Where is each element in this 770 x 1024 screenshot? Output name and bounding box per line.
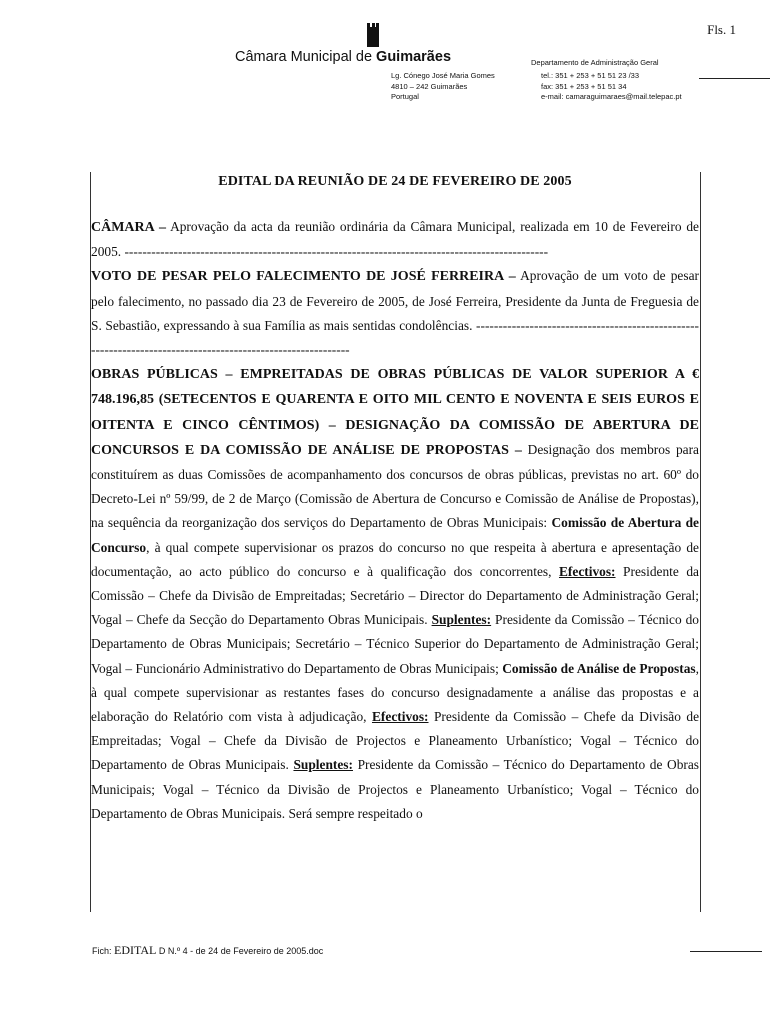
section-text: Presidente da Comissão – Técnico do Departamento de Obras Municipais; Vogal – Técnico da Divisão de Projectos e Planeamento Urbanístico; Vogal – Técnico do Departamento de Obras Municipais. Será sempre respeitado o: [91, 757, 700, 821]
section-text: Designação dos membros para constituírem as duas Comissões de acompanhamento dos concursos de obras públicas, previstas no art. 60º do Decreto-Lei nº 59/99, de 2 de Março (Comissão de Abertura de Concurso e Comissão de Análise de Propostas), na sequência da reorganização dos serviços do Departamento de Obras Municipais:: [91, 441, 699, 531]
members-label: Suplentes:: [293, 757, 353, 773]
contact-fax: fax: 351 + 253 + 51 51 34: [541, 81, 627, 91]
footer-edital: EDITAL: [114, 943, 157, 957]
commission-name: Comissão de Análise de Propostas: [502, 660, 696, 676]
section-heading: OBRAS PÚBLICAS – EMPREITADAS DE OBRAS PÚBLICAS DE VALOR SUPERIOR A € 748.196,85 (SETECENTOS E QUARENTA E OITO MIL CENTO E NOVENTA E SEIS EUROS E OITENTA E CINCO CÊNTIMOS) – DESIGNAÇÃO DA COMISSÃO DE ABERTURA DE CONCURSOS E DA COMISSÃO DE ANÁLISE DE PROPOSTAS –: [91, 367, 699, 458]
members-label: Suplentes:: [431, 612, 492, 628]
members-label: Efectivos:: [371, 709, 429, 725]
org-city: Guimarães: [376, 49, 452, 65]
letterhead-org: [235, 49, 451, 65]
right-margin-rule: [700, 172, 701, 912]
section-heading: CÂMARA –: [91, 220, 166, 235]
address-line: Lg. Cónego José Maria Gomes: [391, 71, 495, 80]
section-text: , à qual compete supervisionar os prazos do concurso no que respeita à abertura e apresentação de documentação, ao acto público do concurso e à qualificação dos concorrentes,: [91, 539, 699, 579]
castle-logo-icon: [366, 23, 380, 47]
document-body: [91, 215, 699, 826]
section-text: Aprovação da acta da reunião ordinária da Câmara Municipal, realizada em 10 de Fevereiro de 2005. -----------------------------------------------------------------------------------------------: [91, 219, 699, 260]
section-camara: [91, 215, 699, 264]
section-text: , à qual compete supervisionar as restantes fases do concurso designadamente a análise das propostas e a elaboração do Relatório com vista à adjudicação,: [91, 660, 699, 725]
section-text: Aprovação de um voto de pesar pelo falecimento, no passado dia 23 de Fevereiro de 2005, de José Ferreira, Presidente da Junta de Freguesia de S. Sebastião, expressando à sua Família as mais sentidas condolências. ------------------------------------------------------------------------------------------------------------: [91, 268, 699, 358]
section-text: Presidente da Comissão – Chefe da Divisão de Empreitadas; Secretário – Director do Departamento de Administração Geral; Vogal – Chefe da Secção do Departamento Obras Municipais.: [91, 563, 699, 628]
footer-filename: [92, 943, 323, 958]
footer-rest: D N.º 4 - de 24 de Fevereiro de 2005.doc: [156, 946, 324, 956]
contact-email: e-mail: camaraguimaraes@mail.telepac.pt: [541, 92, 682, 101]
footer-rule: [690, 951, 762, 952]
address-line: 4810 – 242 Guimarães: [391, 81, 468, 91]
contact-phone: tel.: 351 + 253 + 51 51 23 /33: [541, 71, 639, 80]
section-heading: VOTO DE PESAR PELO FALECIMENTO DE JOSÉ FERREIRA –: [91, 269, 516, 285]
section-voto: [91, 264, 699, 362]
org-prefix: Câmara Municipal de: [235, 49, 377, 65]
address-line: Portugal: [391, 92, 419, 101]
page-number: Fls. 1: [707, 22, 736, 37]
section-obras: [91, 362, 699, 826]
members-label: Efectivos:: [558, 563, 616, 579]
commission-name: Comissão de Abertura de Concurso: [91, 515, 699, 555]
section-text: Presidente da Comissão – Chefe da Divisão de Empreitadas; Vogal – Chefe da Divisão de Projectos e Planeamento Urbanístico; Vogal – Técnico do Departamento de Obras Municipais.: [91, 709, 700, 773]
document-title: EDITAL DA REUNIÃO DE 24 DE FEVEREIRO DE 2005: [218, 174, 572, 189]
letterhead-department: Departamento de Administração Geral: [531, 58, 659, 67]
footer-prefix: Fich:: [92, 946, 115, 956]
letterhead-address: [391, 71, 495, 103]
section-text: Presidente da Comissão – Técnico do Departamento de Obras Municipais; Secretário – Técnico Superior do Departamento de Administração Geral; Vogal – Funcionário Administrativo do Departamento de Obras Municipais;: [91, 612, 700, 676]
header-rule: [699, 78, 770, 79]
letterhead-contact: [541, 71, 682, 103]
